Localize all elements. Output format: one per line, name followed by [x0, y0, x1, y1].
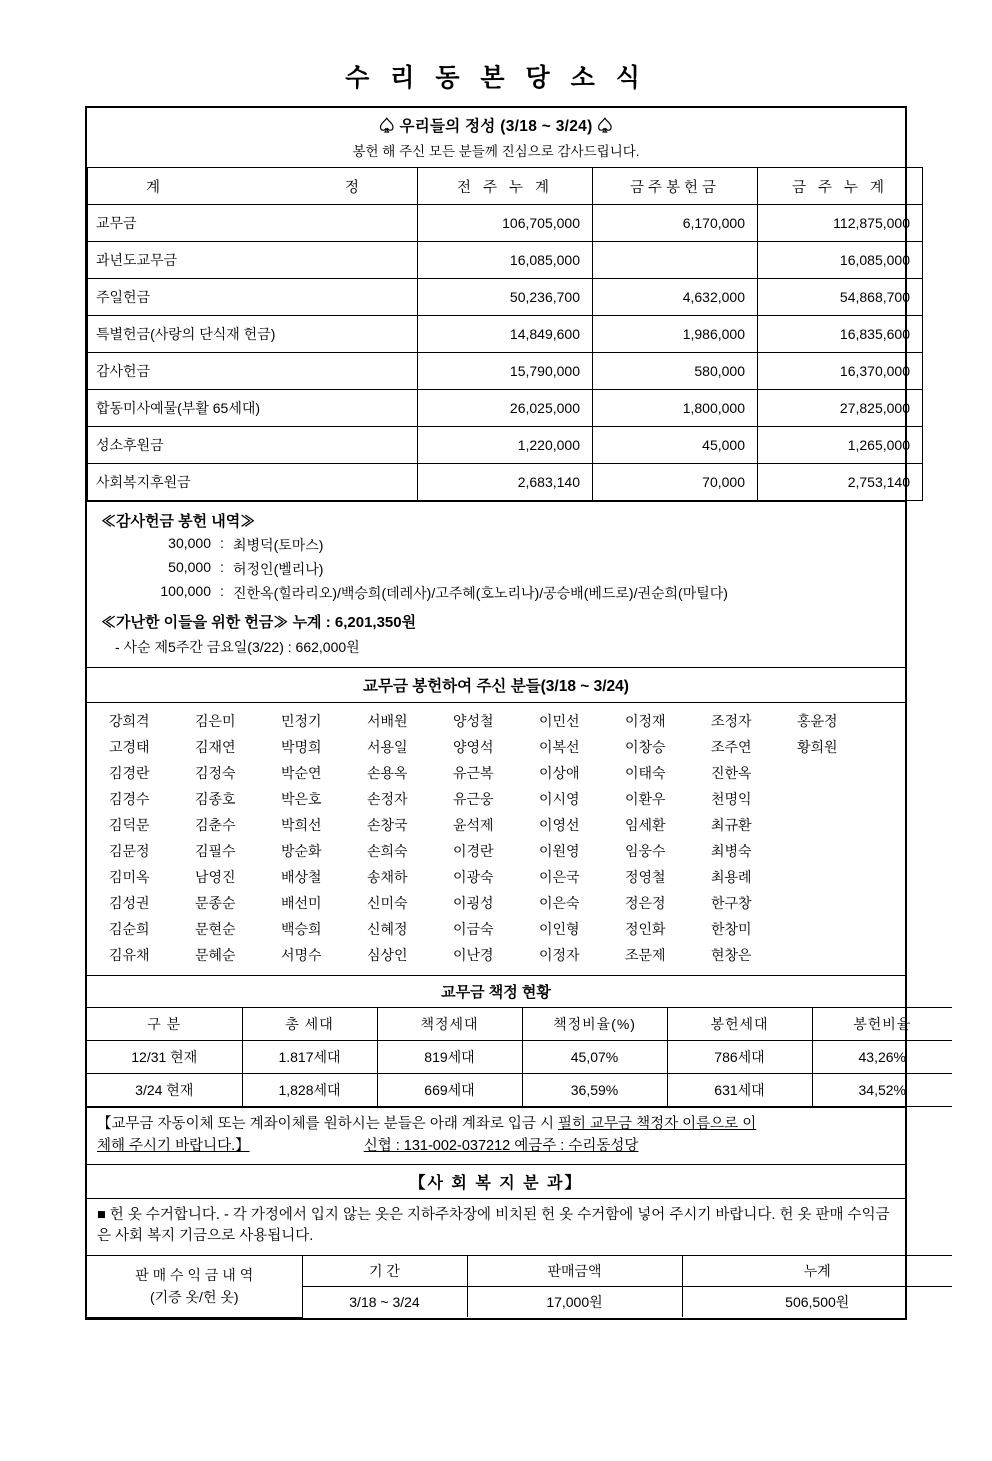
list-item: 김성권	[109, 895, 150, 911]
list-item: 김유채	[109, 947, 150, 963]
list-item: 남영진	[195, 869, 236, 885]
sales-col-amount: 판매금액	[467, 1256, 682, 1287]
thanks-separator: :	[220, 583, 224, 599]
transfer-notice	[87, 1107, 905, 1164]
list-item: 현창은	[711, 947, 752, 963]
sales-cell-total: 506,500원	[682, 1287, 952, 1318]
list-item: 손창국	[367, 817, 408, 833]
list-item: 유근웅	[453, 791, 494, 807]
offering-row-prev: 26,025,000	[418, 390, 593, 427]
list-item: 손정자	[367, 791, 408, 807]
list-item: 이정재	[625, 713, 666, 729]
offering-row-name: 합동미사예물(부활 65세대)	[88, 390, 418, 427]
list-item: 홍윤정	[797, 713, 838, 729]
list-item: 이경란	[453, 843, 494, 859]
list-item: 배상철	[281, 869, 322, 885]
offering-col-prev: 전 주 누 계	[418, 168, 593, 205]
sales-row-label	[87, 1256, 302, 1318]
welfare-body-text: ■ 헌 옷 수거합니다. - 각 가정에서 입지 않는 옷은 지하주차장에 비치된 헌 옷 수거함에 넣어 주시기 바랍니다. 헌 옷 판매 수익금은 사회 복지 기금으로 사용됩니다.	[87, 1198, 905, 1256]
list-item: 이은숙	[539, 895, 580, 911]
list-item: 이태숙	[625, 765, 666, 781]
list-item: 손용옥	[367, 765, 408, 781]
offering-row-total: 112,875,000	[758, 205, 923, 242]
thanks-offering-block	[87, 501, 905, 667]
list-item: 서배원	[367, 713, 408, 729]
offering-row-prev: 16,085,000	[418, 242, 593, 279]
allocation-cell: 786세대	[667, 1041, 812, 1074]
list-item: 최규환	[711, 817, 752, 833]
thanks-names: 허정인(벨리나)	[233, 561, 324, 577]
list-item: 이복선	[539, 739, 580, 755]
sales-header-row	[87, 1256, 952, 1287]
list-item: 이광숙	[453, 869, 494, 885]
allocation-cell: 36,59%	[522, 1074, 667, 1107]
allocation-col-3: 책정비율(%)	[522, 1008, 667, 1041]
list-item: 강희격	[109, 713, 150, 729]
page-title: 수 리 동 본 당 소 식	[345, 64, 647, 92]
list-item: 이영선	[539, 817, 580, 833]
list-item: 이민선	[539, 713, 580, 729]
welfare-heading: 【사 회 복 지 분 과】	[87, 1164, 905, 1198]
list-item: 양성철	[453, 713, 494, 729]
list-item: 송채하	[367, 869, 408, 885]
bank-account-info: 신협 : 131-002-037212 예금주 : 수리동성당	[363, 1137, 639, 1154]
list-item: 양영석	[453, 739, 494, 755]
offering-row-total: 16,085,000	[758, 242, 923, 279]
list-item: 김문정	[109, 843, 150, 859]
offering-row-week: 580,000	[593, 353, 758, 390]
list-item: 윤석제	[453, 817, 494, 833]
transfer-notice-text: 【교무금 자동이체 또는 계좌이체를 원하시는 분들은 아래 계좌로 입금 시	[97, 1116, 558, 1132]
list-item: 진한옥	[711, 765, 752, 781]
offering-row-week: 4,632,000	[593, 279, 758, 316]
offering-heading: ♤ 우리들의 정성 (3/18 ~ 3/24) ♤	[379, 118, 613, 135]
offering-col-week: 금주봉헌금	[593, 168, 758, 205]
list-item	[797, 919, 883, 939]
offering-row-week: 6,170,000	[593, 205, 758, 242]
allocation-col-4: 봉헌세대	[667, 1008, 812, 1041]
offering-table-header-row	[88, 168, 923, 205]
offering-row-total: 54,868,700	[758, 279, 923, 316]
list-item: 이원영	[539, 843, 580, 859]
offering-row-week: 70,000	[593, 464, 758, 501]
list-item: 백승희	[281, 921, 322, 937]
thanks-amount: 100,000	[160, 583, 211, 599]
sales-col-period: 기 간	[302, 1256, 467, 1287]
thanks-names: 최병덕(토마스)	[233, 537, 324, 553]
offering-row-name: 감사헌금	[88, 353, 418, 390]
table-row	[88, 353, 923, 390]
list-item: 김종호	[195, 791, 236, 807]
list-item: 이시영	[539, 791, 580, 807]
list-item: 유근복	[453, 765, 494, 781]
offering-row-prev: 15,790,000	[418, 353, 593, 390]
list-item: 최병숙	[711, 843, 752, 859]
allocation-cell: 669세대	[377, 1074, 522, 1107]
offering-row-total: 27,825,000	[758, 390, 923, 427]
offering-table	[87, 167, 923, 501]
list-item: 김순희	[109, 921, 150, 937]
list-item: 문현순	[195, 921, 236, 937]
thanks-separator: :	[220, 559, 224, 575]
offering-row-prev: 2,683,140	[418, 464, 593, 501]
transfer-notice-underline-1: 필히 교무금 책정자 이름으로 이	[558, 1116, 757, 1132]
allocation-cell: 43,26%	[812, 1041, 952, 1074]
list-item: 이금숙	[453, 921, 494, 937]
list-item: 박명희	[281, 739, 322, 755]
allocation-col-1: 총 세대	[242, 1008, 377, 1041]
list-item: 조정자	[711, 713, 752, 729]
offering-row-name: 과년도교무금	[88, 242, 418, 279]
offering-row-name: 특별헌금(사랑의 단식재 헌금)	[88, 316, 418, 353]
document-page	[0, 58, 992, 1461]
allocation-cell: 34,52%	[812, 1074, 952, 1107]
list-item	[797, 867, 883, 887]
list-item: 이환우	[625, 791, 666, 807]
list-item	[797, 841, 883, 861]
list-item: 이상애	[539, 765, 580, 781]
list-item: 이인형	[539, 921, 580, 937]
table-row	[88, 316, 923, 353]
poor-fund-detail: - 사순 제5주간 금요일(3/22) : 662,000원	[115, 639, 360, 655]
offering-row-prev: 1,220,000	[418, 427, 593, 464]
thanks-separator: :	[220, 535, 224, 551]
offering-row-name: 사회복지후원금	[88, 464, 418, 501]
thanks-names: 진한옥(힐라리오)/백승희(데레사)/고주혜(호노리나)/공승배(베드로)/권순희(마틸다)	[233, 585, 728, 601]
allocation-col-2: 책정세대	[377, 1008, 522, 1041]
list-item: 임웅수	[625, 843, 666, 859]
list-item: 김정숙	[195, 765, 236, 781]
list-item: 심상인	[367, 947, 408, 963]
offering-row-total: 16,370,000	[758, 353, 923, 390]
list-item: 천명익	[711, 791, 752, 807]
list-item: 임세환	[625, 817, 666, 833]
list-item: 조주연	[711, 739, 752, 755]
transfer-notice-underline-2: 체해 주시기 바랍니다.】	[97, 1137, 250, 1154]
table-row	[88, 242, 923, 279]
list-item: 이난경	[453, 947, 494, 963]
allocation-header-row	[87, 1008, 952, 1041]
list-item: 박은호	[281, 791, 322, 807]
table-row	[87, 1041, 952, 1074]
list-item	[101, 583, 891, 603]
list-item: 김경수	[109, 791, 150, 807]
list-item: 김경란	[109, 765, 150, 781]
list-item: 정인화	[625, 921, 666, 937]
list-item: 문종순	[195, 895, 236, 911]
poor-fund-title: ≪가난한 이들을 위한 헌금≫ 누계 : 6,201,350원	[101, 614, 417, 631]
sales-cell-period: 3/18 ~ 3/24	[302, 1287, 467, 1318]
list-item: 황희원	[797, 739, 838, 755]
offering-col-category-right: 정	[344, 179, 359, 196]
list-item	[797, 815, 883, 835]
list-item: 신미숙	[367, 895, 408, 911]
sales-col-total: 누계	[682, 1256, 952, 1287]
offering-row-prev: 14,849,600	[418, 316, 593, 353]
list-item: 고경태	[109, 739, 150, 755]
offering-row-prev: 106,705,000	[418, 205, 593, 242]
allocation-cell: 1,828세대	[242, 1074, 377, 1107]
allocation-cell: 819세대	[377, 1041, 522, 1074]
table-row	[88, 464, 923, 501]
donors-name-grid	[87, 702, 905, 975]
table-row	[88, 427, 923, 464]
list-item	[101, 535, 891, 555]
thanks-offering-title: ≪감사헌금 봉헌 내역≫	[101, 513, 256, 530]
list-item	[797, 789, 883, 809]
list-item: 이굉성	[453, 895, 494, 911]
offering-col-category-left: 계	[146, 179, 161, 196]
allocation-table	[87, 1007, 952, 1107]
list-item: 한구창	[711, 895, 752, 911]
offering-row-total: 1,265,000	[758, 427, 923, 464]
list-item: 이창승	[625, 739, 666, 755]
table-row	[87, 1074, 952, 1107]
list-item: 김덕문	[109, 817, 150, 833]
list-item: 민정기	[281, 713, 322, 729]
thanks-amount: 30,000	[168, 535, 211, 551]
offering-row-prev: 50,236,700	[418, 279, 593, 316]
list-item: 박순연	[281, 765, 322, 781]
allocation-heading: 교무금 책정 현황	[87, 975, 905, 1007]
offering-row-total: 2,753,140	[758, 464, 923, 501]
bulletin-frame	[85, 106, 912, 1320]
list-item: 배선미	[281, 895, 322, 911]
list-item: 김춘수	[195, 817, 236, 833]
thanks-amount: 50,000	[168, 559, 211, 575]
offering-row-name: 주일헌금	[88, 279, 418, 316]
table-row	[88, 390, 923, 427]
sales-cell-amount: 17,000원	[467, 1287, 682, 1318]
list-item: 김재연	[195, 739, 236, 755]
list-item: 정영철	[625, 869, 666, 885]
list-item: 손희숙	[367, 843, 408, 859]
offering-row-week	[593, 242, 758, 279]
list-item: 문혜순	[195, 947, 236, 963]
list-item: 신혜정	[367, 921, 408, 937]
list-item	[101, 559, 891, 579]
list-item	[797, 763, 883, 783]
allocation-col-5: 봉헌비율	[812, 1008, 952, 1041]
sales-row-label-line2: (기증 옷/헌 옷)	[149, 1289, 239, 1306]
allocation-cell: 12/31 현재	[87, 1041, 242, 1074]
allocation-col-0: 구 분	[87, 1008, 242, 1041]
table-row	[88, 279, 923, 316]
offering-row-total: 16,835,600	[758, 316, 923, 353]
list-item: 박희선	[281, 817, 322, 833]
list-item: 서용일	[367, 739, 408, 755]
allocation-cell: 1.817세대	[242, 1041, 377, 1074]
list-item: 김필수	[195, 843, 236, 859]
list-item: 방순화	[281, 843, 322, 859]
list-item	[797, 945, 883, 965]
offering-row-week: 1,986,000	[593, 316, 758, 353]
list-item: 이은국	[539, 869, 580, 885]
offering-row-name: 성소후원금	[88, 427, 418, 464]
list-item: 김미옥	[109, 869, 150, 885]
allocation-cell: 3/24 현재	[87, 1074, 242, 1107]
offering-row-week: 45,000	[593, 427, 758, 464]
allocation-cell: 45,07%	[522, 1041, 667, 1074]
allocation-cell: 631세대	[667, 1074, 812, 1107]
list-item: 서명수	[281, 947, 322, 963]
list-item	[797, 893, 883, 913]
list-item: 이정자	[539, 947, 580, 963]
list-item: 최용례	[711, 869, 752, 885]
offering-col-total: 금 주 누 계	[758, 168, 923, 205]
table-row	[88, 205, 923, 242]
list-item: 한창미	[711, 921, 752, 937]
offering-col-category	[88, 168, 418, 205]
offering-subheading: 봉헌 해 주신 모든 분들께 진심으로 감사드립니다.	[352, 144, 640, 159]
list-item: 정은정	[625, 895, 666, 911]
donors-heading: 교무금 봉헌하여 주신 분들(3/18 ~ 3/24)	[87, 667, 905, 702]
list-item: 조문제	[625, 947, 666, 963]
offering-row-name: 교무금	[88, 205, 418, 242]
list-item: 김은미	[195, 713, 236, 729]
sales-row-label-line1: 판 매 수 익 금 내 역	[135, 1266, 254, 1283]
sales-income-table	[87, 1255, 952, 1318]
transfer-notice-line2	[97, 1136, 895, 1158]
offering-row-week: 1,800,000	[593, 390, 758, 427]
